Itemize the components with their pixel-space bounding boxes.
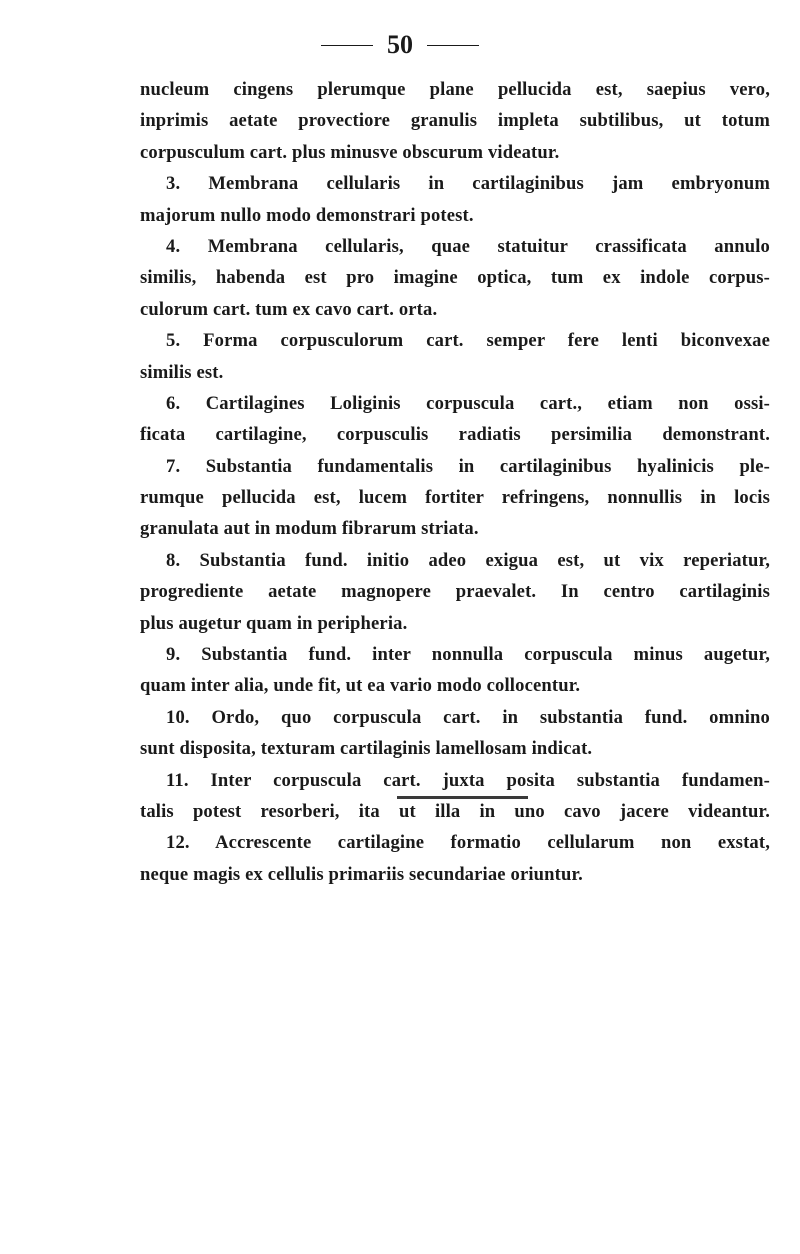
body-text <box>140 74 770 890</box>
text-line: quam inter alia, unde fit, ut ea vario modo collocentur. <box>140 675 581 697</box>
text-line: 5. Forma corpusculorum cart. semper fere lenti biconvexae <box>166 330 770 352</box>
text-line: plus augetur quam in peripheria. <box>140 612 408 634</box>
text-line: talis potest resorberi, ita ut illa in uno cavo jacere videantur. <box>140 800 770 822</box>
text-line: sunt disposita, texturam cartilaginis lamellosam indicat. <box>140 738 593 760</box>
text-line: 12. Accrescente cartilagine formatio cellularum non exstat, <box>166 832 770 854</box>
text-line: corpusculum cart. plus minusve obscurum videatur. <box>140 141 560 163</box>
header-dash-right <box>427 45 479 46</box>
text-line: 4. Membrana cellularis, quae statuitur crassificata annulo <box>166 235 770 257</box>
page-header <box>0 30 800 60</box>
header-dash-left <box>321 45 373 46</box>
text-line: majorum nullo modo demonstrari potest. <box>140 204 474 226</box>
text-line: granulata aut in modum fibrarum striata. <box>140 518 479 540</box>
decorative-rule <box>397 796 528 799</box>
text-line: inprimis aetate provectiore granulis impleta subtilibus, ut totum <box>140 110 770 132</box>
text-line: 11. Inter corpuscula cart. juxta posita substantia fundamen- <box>166 769 770 791</box>
text-line: neque magis ex cellulis primariis secundariae oriuntur. <box>140 863 583 885</box>
text-line: 3. Membrana cellularis in cartilaginibus jam embryonum <box>166 173 770 195</box>
text-line: 10. Ordo, quo corpuscula cart. in substantia fund. omnino <box>166 706 770 728</box>
text-line: ficata cartilagine, corpusculis radiatis persimilia demonstrant. <box>140 424 770 446</box>
text-line: similis est. <box>140 361 224 383</box>
text-line: nucleum cingens plerumque plane pellucida est, saepius vero, <box>140 79 770 100</box>
text-line: rumque pellucida est, lucem fortiter refringens, nonnullis in locis <box>140 487 770 509</box>
text-line: 7. Substantia fundamentalis in cartilaginibus hyalinicis ple- <box>166 455 770 477</box>
text-line: similis, habenda est pro imagine optica, tum ex indole corpus- <box>140 267 770 289</box>
page-number: 50 <box>387 30 413 59</box>
text-line: 9. Substantia fund. inter nonnulla corpuscula minus augetur, <box>166 644 770 666</box>
text-line: 8. Substantia fund. initio adeo exigua est, ut vix reperiatur, <box>166 549 770 571</box>
text-line: 6. Cartilagines Loliginis corpuscula cart., etiam non ossi- <box>166 392 770 414</box>
text-line: progrediente aetate magnopere praevalet. In centro cartilaginis <box>140 581 770 603</box>
text-line: culorum cart. tum ex cavo cart. orta. <box>140 298 438 320</box>
